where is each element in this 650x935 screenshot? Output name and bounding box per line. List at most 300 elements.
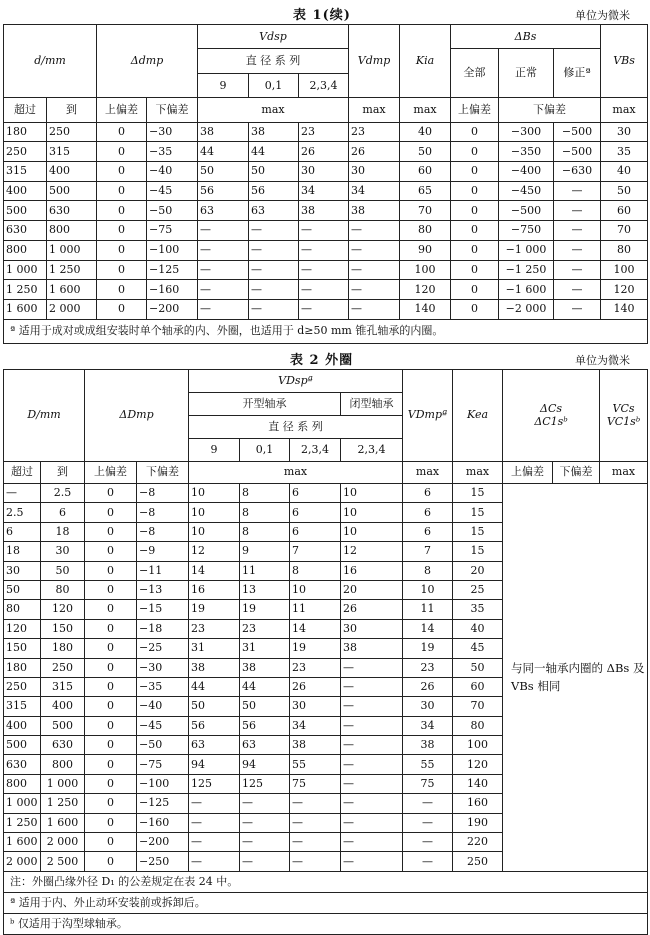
table-cell: −8 [137,522,189,541]
table-cell: 400 [47,162,97,182]
t1-h-s234: 2,3,4 [299,74,349,98]
table-cell: −125 [147,260,198,280]
table-cell: 150 [4,639,41,658]
table2-unit: 单位为微米 [575,354,630,367]
table-cell: 63 [189,736,240,755]
table-cell: 800 [4,774,41,793]
table-cell: — [349,221,400,241]
table2-merged-note: 与同一轴承内圈的 ΔBs 及 VBs 相同 [503,484,648,872]
table-cell: 0 [97,240,147,260]
table-cell: 55 [403,755,453,774]
table-cell: 13 [240,580,290,599]
table-cell: 0 [97,201,147,221]
table-cell: 80 [453,716,503,735]
table-cell: 250 [41,658,85,677]
table-cell: — [299,260,349,280]
t1-h-kia: Kia [400,25,451,98]
table-cell: 1 250 [47,260,97,280]
table-cell: 0 [97,181,147,201]
table-cell: 500 [4,201,47,221]
table-cell: −500 [554,142,601,162]
table-cell: 50 [4,580,41,599]
table-cell: 56 [249,181,299,201]
table-cell: −25 [137,639,189,658]
t2-h-max2: max [403,462,453,484]
table-cell: 80 [601,240,648,260]
table-cell: 7 [290,542,341,561]
table-cell: — [554,240,601,260]
table-cell: 800 [41,755,85,774]
table-cell: 19 [189,600,240,619]
table-cell: — [240,833,290,852]
table-cell: 63 [240,736,290,755]
table-cell: 0 [97,260,147,280]
table-cell: 30 [4,561,41,580]
table-cell: 23 [189,619,240,638]
t2-h-s9: 9 [189,439,240,462]
table-cell: −100 [147,240,198,260]
t2-h-lower2: 下偏差 [553,462,600,484]
table-cell: 12 [189,542,240,561]
table-row [4,484,648,503]
table-cell: 6 [290,484,341,503]
table-cell: — [341,716,403,735]
table2-footnote-row [4,913,648,934]
table-cell: 38 [198,122,249,142]
table-cell: 35 [453,600,503,619]
table-cell: 30 [349,162,400,182]
table-cell: 20 [341,580,403,599]
table-row [4,300,648,320]
table2-footnote: ᵇ 仅适用于沟型球轴承。 [4,913,648,934]
table-cell: 56 [198,181,249,201]
table-cell: 180 [4,122,47,142]
table-cell: — [189,813,240,832]
table-cell: 100 [453,736,503,755]
table-cell: 90 [400,240,451,260]
table-cell: 0 [85,542,137,561]
table-cell: −50 [147,201,198,221]
table-cell: 12 [341,542,403,561]
table-cell: 30 [601,122,648,142]
table-cell: — [554,280,601,300]
t2-h-ddmp: ΔDmp [85,370,189,462]
table-cell: 80 [400,221,451,241]
table-cell: 0 [85,852,137,871]
table-cell: 400 [41,697,85,716]
table-cell: 26 [290,677,341,696]
table-cell: 60 [400,162,451,182]
table-cell: 1 000 [41,774,85,793]
table-row [4,201,648,221]
t2-h-upper2: 上偏差 [503,462,553,484]
table-cell: 20 [453,561,503,580]
table-cell: — [299,280,349,300]
table-cell: 0 [451,181,499,201]
table-cell: 120 [4,619,41,638]
table-cell: 0 [85,813,137,832]
table-cell: 250 [4,142,47,162]
table-cell: 8 [240,522,290,541]
table-cell: 100 [601,260,648,280]
table-cell: — [341,774,403,793]
table-cell: 45 [453,639,503,658]
table-cell: 120 [400,280,451,300]
table-cell: 60 [601,201,648,221]
t1-h-lower: 下偏差 [147,98,198,122]
table-cell: 6 [403,503,453,522]
table-cell: 19 [240,600,290,619]
t1-h-upper2: 上偏差 [451,98,499,122]
table-cell: 315 [47,142,97,162]
table-cell: 0 [451,122,499,142]
table-cell: 0 [451,221,499,241]
table-cell: 40 [400,122,451,142]
table-cell: 140 [601,300,648,320]
table-cell: 1 600 [41,813,85,832]
table-cell: — [240,794,290,813]
table-cell: 18 [41,522,85,541]
table-cell: 26 [403,677,453,696]
table-cell: −8 [137,484,189,503]
table-cell: 26 [299,142,349,162]
table-cell: 140 [453,774,503,793]
table-cell: 180 [4,658,41,677]
table-cell: −11 [137,561,189,580]
table-cell: −45 [137,716,189,735]
t1-h-over: 超过 [4,98,47,122]
table-cell: 0 [97,300,147,320]
table1-unit: 单位为微米 [575,9,630,22]
table-cell: 25 [453,580,503,599]
table2-footnote: ª 适用于内、外止动环安装前或拆卸后。 [4,892,648,913]
table-cell: 75 [290,774,341,793]
table-cell: — [341,833,403,852]
table-cell: 10 [189,522,240,541]
table-cell: 2 500 [41,852,85,871]
table-cell: 0 [85,755,137,774]
table-cell: — [290,794,341,813]
table-cell: — [403,833,453,852]
table-cell: 14 [403,619,453,638]
table-cell: — [341,852,403,871]
table-cell: — [299,300,349,320]
table-cell: — [249,240,299,260]
table1-footnote-row [4,319,648,343]
table-cell: 0 [451,201,499,221]
table-cell: — [240,852,290,871]
t2-h-s01: 0,1 [240,439,290,462]
table-cell: 500 [4,736,41,755]
table-cell: 0 [85,561,137,580]
table-cell: 38 [349,201,400,221]
table-cell: −500 [554,122,601,142]
table-cell: 80 [41,580,85,599]
table-cell: 315 [41,677,85,696]
table1-caption: 表 1(续) [293,8,351,23]
table-cell: 23 [290,658,341,677]
t2-h-max: max [189,462,403,484]
table-cell: 0 [97,142,147,162]
table1 [3,24,648,344]
table-cell: 0 [85,522,137,541]
t1-h-s01: 0,1 [249,74,299,98]
table-cell: 6 [41,503,85,522]
table-cell: 18 [4,542,41,561]
table-cell: −750 [499,221,554,241]
table1-footnote: ª 适用于成对或成组安装时单个轴承的内、外圈，也适用于 d≥50 mm 锥孔轴承的内圈。 [4,319,648,343]
table-cell: 80 [4,600,41,619]
table-cell: 14 [290,619,341,638]
t1-h-to: 到 [47,98,97,122]
table-cell: 1 600 [47,280,97,300]
table-cell: 315 [4,697,41,716]
table-cell: 0 [85,503,137,522]
table-cell: 190 [453,813,503,832]
table-cell: 1 600 [4,833,41,852]
table-cell: 16 [189,580,240,599]
table-cell: 0 [451,280,499,300]
t2-h-dcs [503,370,600,462]
table-cell: 1 250 [4,813,41,832]
table-cell: 0 [85,716,137,735]
table-cell: 0 [85,794,137,813]
table-cell: — [403,794,453,813]
table-cell: −15 [137,600,189,619]
t2-h-over: 超过 [4,462,41,484]
table-cell: 0 [97,221,147,241]
table-cell: — [341,813,403,832]
table-cell: 250 [453,852,503,871]
table-cell: 120 [601,280,648,300]
table-cell: −1 250 [499,260,554,280]
table-cell: −160 [137,813,189,832]
table-cell: — [554,300,601,320]
table-cell: 2 000 [41,833,85,852]
table-cell: — [341,677,403,696]
table-cell: 0 [97,122,147,142]
t2-h-vcs [600,370,648,462]
table-cell: 0 [451,162,499,182]
table-cell: 44 [198,142,249,162]
table-cell: — [189,852,240,871]
table-cell: 0 [85,833,137,852]
table-cell: −300 [499,122,554,142]
table-cell: 0 [97,162,147,182]
t1-h-upper: 上偏差 [97,98,147,122]
table-cell: −40 [137,697,189,716]
table-cell: 50 [453,658,503,677]
table-cell: 0 [85,677,137,696]
t1-h-d: d/mm [4,25,97,98]
table-cell: −500 [499,201,554,221]
table-cell: — [341,658,403,677]
table-cell: 19 [403,639,453,658]
t1-h-lower2: 下偏差 [499,98,601,122]
table-cell: 0 [85,736,137,755]
table-cell: 50 [189,697,240,716]
table-cell: 120 [453,755,503,774]
t1-h-series: 直 径 系 列 [198,49,349,74]
table-cell: −8 [137,503,189,522]
table-cell: −100 [137,774,189,793]
t1-h-all: 全部 [451,49,499,98]
table-cell: — [349,240,400,260]
table-cell: 630 [47,201,97,221]
t1-h-max3: max [400,98,451,122]
table-cell: 63 [198,201,249,221]
table-cell: −200 [137,833,189,852]
table1-body [4,25,648,344]
table-cell: 180 [41,639,85,658]
t2-h-vcs-1: VCs [612,402,635,416]
table-cell: — [349,280,400,300]
table-cell: 34 [290,716,341,735]
table-cell: — [554,181,601,201]
table-cell: 65 [400,181,451,201]
table-cell: −400 [499,162,554,182]
table-cell: 10 [403,580,453,599]
table-cell: 15 [453,542,503,561]
t1-h-dbs: ΔBs [451,25,601,49]
table-cell: — [249,221,299,241]
table-cell: 10 [189,484,240,503]
table-cell: — [290,813,341,832]
table-cell: 15 [453,503,503,522]
table-cell: — [240,813,290,832]
table-cell: 800 [4,240,47,260]
table-cell: 44 [240,677,290,696]
table-cell: 0 [85,619,137,638]
table-cell: 40 [453,619,503,638]
table-cell: 23 [403,658,453,677]
t1-h-modified: 修正ª [554,49,601,98]
t1-h-vdmp: Vdmp [349,25,400,98]
table2-caption: 表 2 外圈 [290,353,354,368]
table-cell: 500 [47,181,97,201]
table-cell: — [4,484,41,503]
table-cell: — [299,240,349,260]
table-cell: 1 250 [41,794,85,813]
table-cell: 14 [189,561,240,580]
table-row [4,142,648,162]
table-cell: 315 [4,162,47,182]
table-cell: 10 [189,503,240,522]
table-cell: 19 [290,639,341,658]
table-cell: 0 [85,580,137,599]
table-cell: 0 [451,260,499,280]
table-cell: 0 [451,240,499,260]
table-cell: — [198,280,249,300]
table-cell: 50 [198,162,249,182]
table-cell: 31 [240,639,290,658]
table-cell: 34 [403,716,453,735]
table-cell: 9 [240,542,290,561]
table-cell: 2 000 [47,300,97,320]
table-row [4,280,648,300]
table-row [4,260,648,280]
table-cell: 10 [290,580,341,599]
table-cell: — [189,794,240,813]
table-cell: 400 [4,181,47,201]
table-cell: −50 [137,736,189,755]
table-cell: 100 [400,260,451,280]
t1-h-vbs: VBs [601,25,648,98]
table-cell: 38 [249,122,299,142]
table-cell: 11 [240,561,290,580]
table-cell: 160 [453,794,503,813]
table-cell: 220 [453,833,503,852]
table-cell: 8 [240,503,290,522]
t2-h-to: 到 [41,462,85,484]
table-cell: −45 [147,181,198,201]
table-cell: 0 [451,300,499,320]
table-cell: — [290,833,341,852]
table-cell: 38 [290,736,341,755]
table-cell: 30 [341,619,403,638]
table-cell: 55 [290,755,341,774]
table-cell: — [249,300,299,320]
table-row [4,181,648,201]
table-cell: 38 [403,736,453,755]
table-cell: −35 [137,677,189,696]
t2-h-max4: max [600,462,648,484]
table-cell: 23 [349,122,400,142]
table-cell: 11 [290,600,341,619]
t1-h-max: max [198,98,349,122]
table-cell: 140 [400,300,451,320]
table-cell: 1 000 [47,240,97,260]
table-cell: 7 [403,542,453,561]
table-cell: — [249,260,299,280]
t2-h-upper: 上偏差 [85,462,137,484]
table-cell: 70 [400,201,451,221]
table-cell: 38 [299,201,349,221]
table-cell: −630 [554,162,601,182]
table-cell: −30 [147,122,198,142]
table-cell: 125 [189,774,240,793]
table-cell: 35 [601,142,648,162]
t2-h-s234b: 2,3,4 [341,439,403,462]
table-cell: 630 [4,755,41,774]
table-cell: — [198,221,249,241]
table-cell: 0 [85,639,137,658]
t1-h-max2: max [349,98,400,122]
t2-h-open: 开型轴承 [189,393,341,416]
table2 [3,369,648,935]
table-cell: 30 [290,697,341,716]
t1-h-s9: 9 [198,74,249,98]
table-cell: 0 [451,142,499,162]
table-cell: 26 [349,142,400,162]
table-cell: 0 [85,600,137,619]
table-cell: 23 [299,122,349,142]
t2-h-d: D/mm [4,370,85,462]
table-cell: 0 [85,697,137,716]
table-cell: 34 [349,181,400,201]
table-cell: 30 [41,542,85,561]
table-cell: 70 [453,697,503,716]
table-cell: 1 250 [4,280,47,300]
table-cell: −40 [147,162,198,182]
table-row [4,221,648,241]
table-cell: 6 [290,522,341,541]
table-cell: 56 [189,716,240,735]
table-cell: — [341,794,403,813]
table-cell: −30 [137,658,189,677]
t2-h-vcs-2: VC1sᵇ [606,414,641,428]
t2-h-vdmp: VDmpª [403,370,453,462]
